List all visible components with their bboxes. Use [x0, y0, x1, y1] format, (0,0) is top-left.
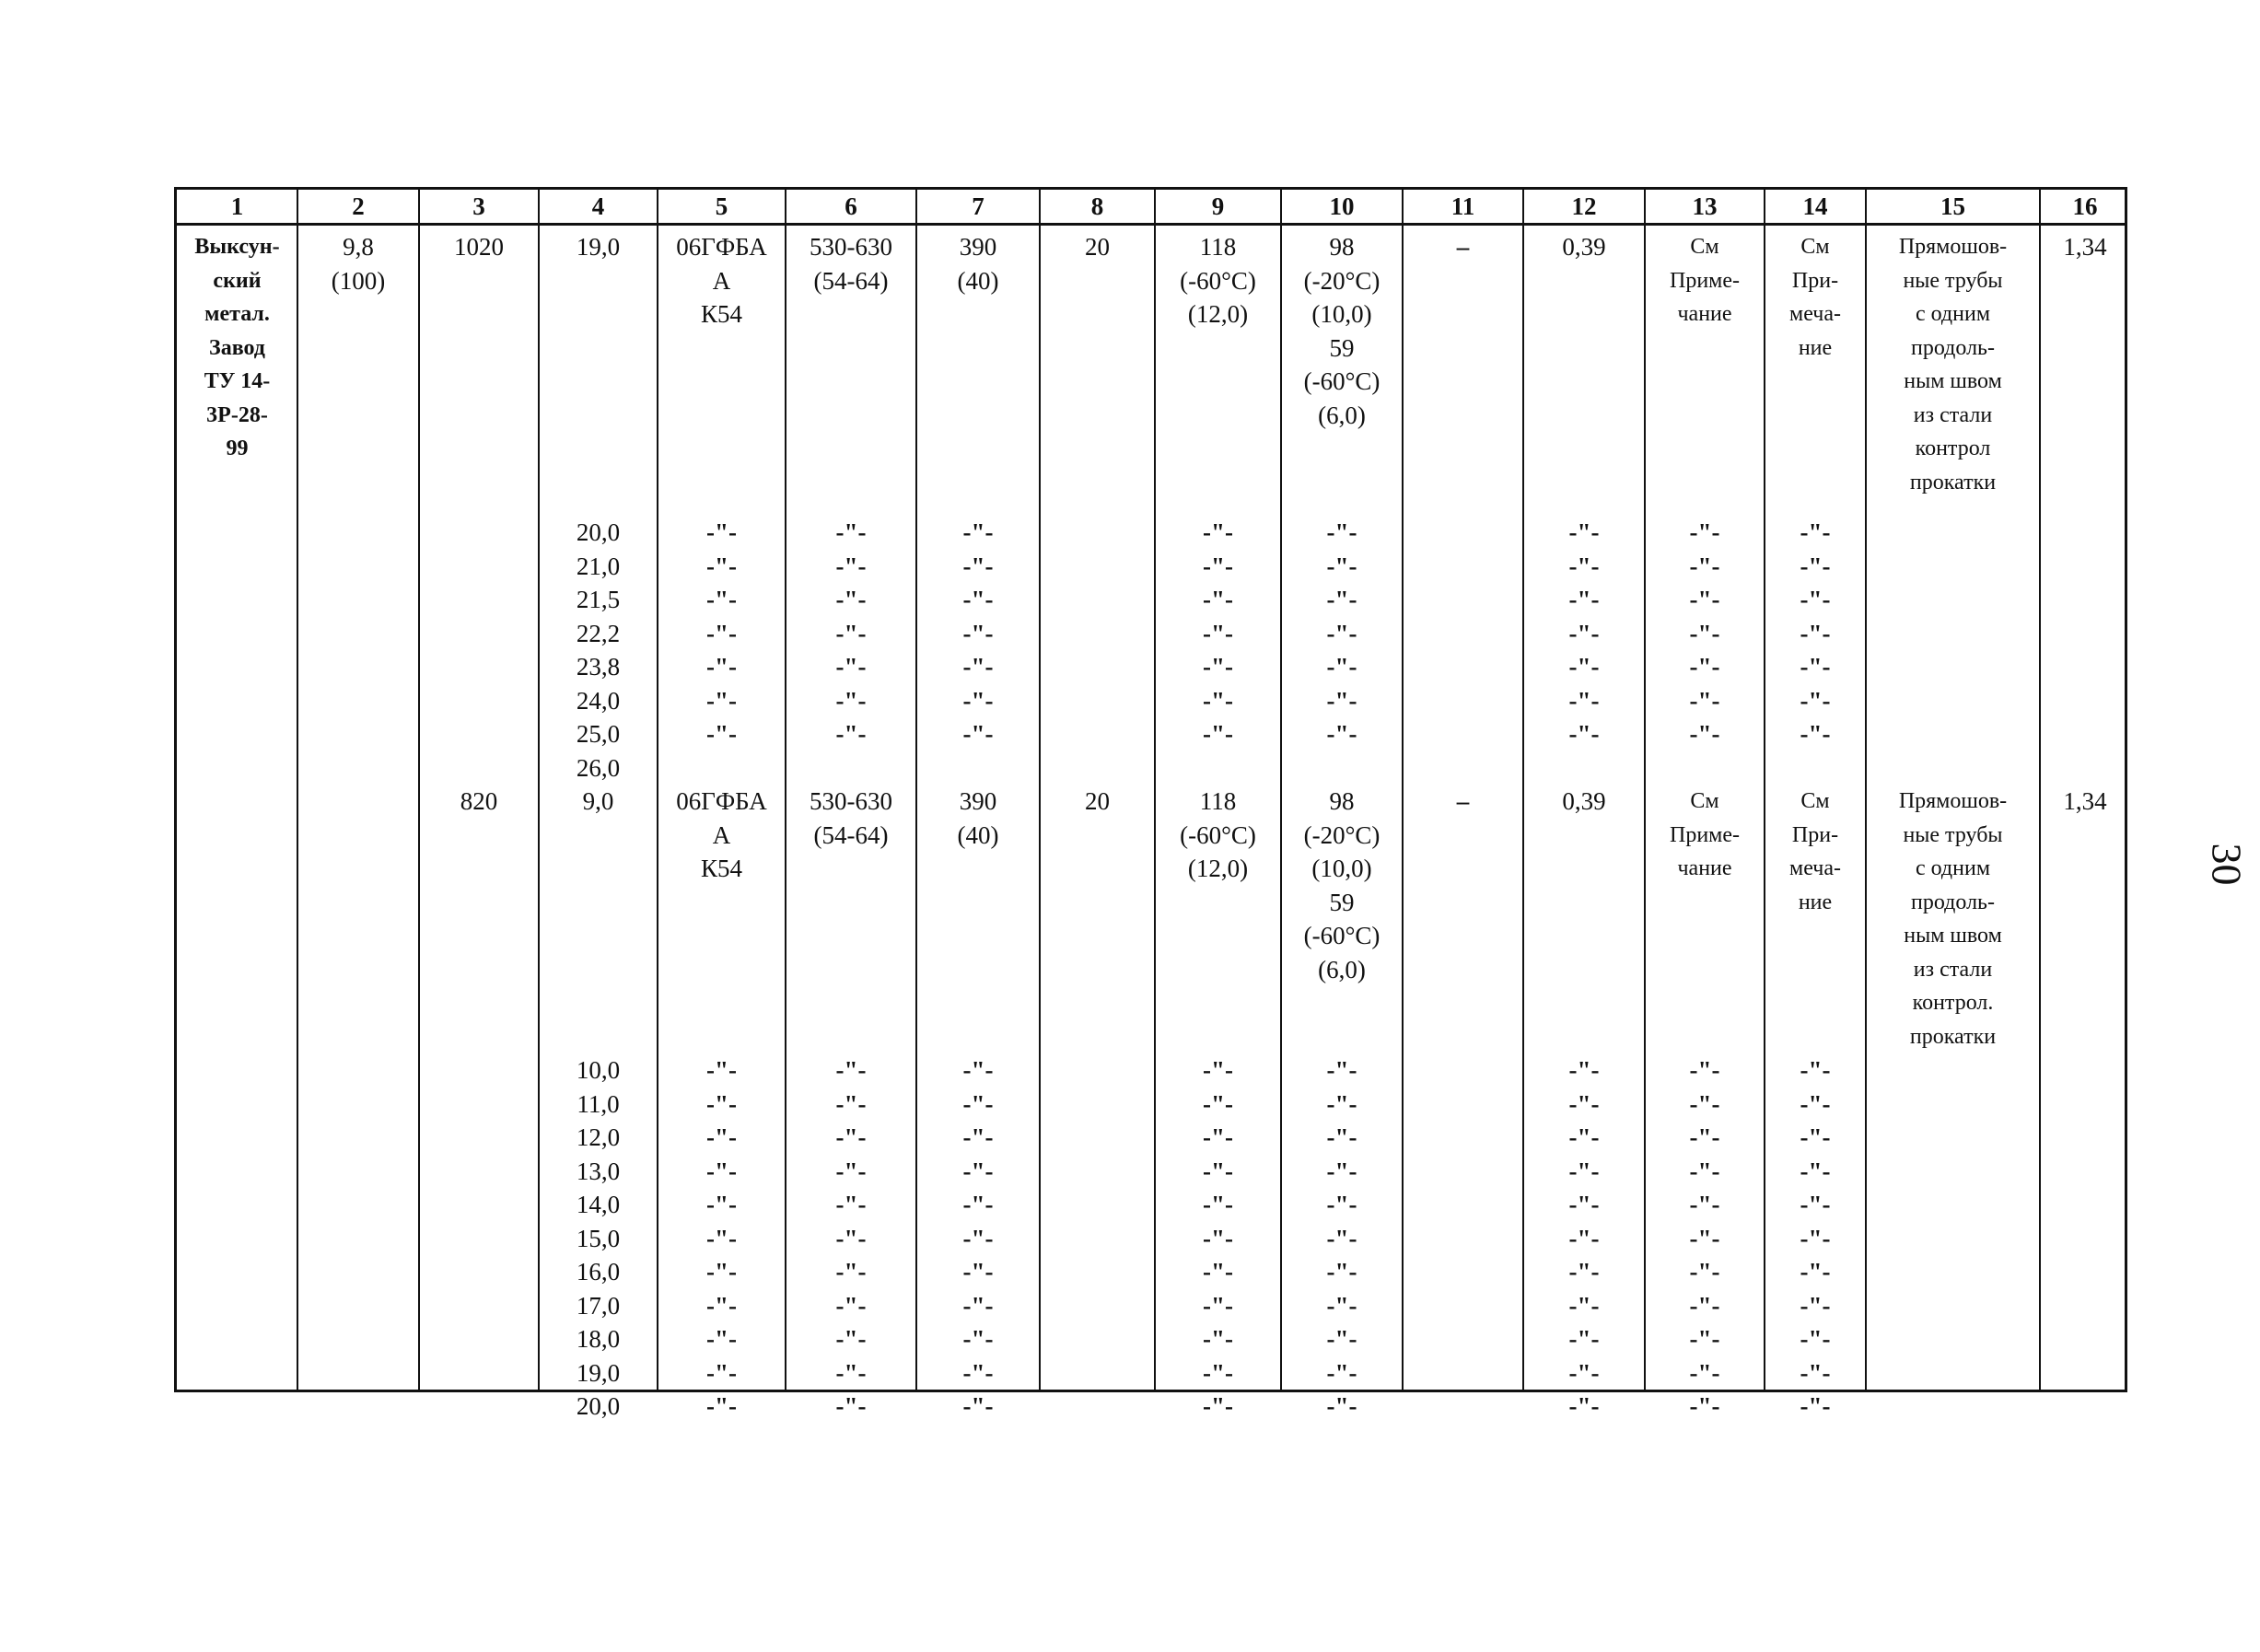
- ditto-mark: -"-: [706, 686, 737, 715]
- ditto-mark: -"-: [1568, 720, 1600, 749]
- ditto-mark: -"-: [706, 552, 737, 580]
- note-ref-cell: чание: [1677, 302, 1732, 326]
- thickness-cell: 21,0: [576, 552, 621, 580]
- ditto-mark: -"-: [835, 1191, 867, 1219]
- impact-strength-cell: 118: [1199, 787, 1237, 816]
- header-cell: 7: [972, 192, 984, 220]
- note-ref-cell: Приме-: [1669, 268, 1740, 293]
- note-ref-cell: чание: [1677, 856, 1732, 881]
- ditto-mark: -"-: [706, 518, 737, 547]
- ditto-mark: -"-: [962, 1258, 994, 1286]
- note-ref-cell: ние: [1798, 335, 1833, 360]
- ditto-mark: -"-: [706, 1392, 737, 1421]
- ditto-mark: -"-: [1689, 1056, 1720, 1085]
- ditto-mark: -"-: [835, 1224, 867, 1252]
- manufacturer-cell: 3Р-28-: [206, 402, 268, 427]
- pipe-type-cell: с одним: [1915, 302, 1991, 326]
- ditto-mark: -"-: [706, 1089, 737, 1118]
- pipe-type-cell: ные трубы: [1903, 268, 2003, 293]
- yield-strength-cell: 390: [959, 233, 997, 261]
- ditto-mark: -"-: [1800, 1392, 1831, 1421]
- header-cell: 2: [352, 192, 365, 220]
- pipe-type-cell: из стали: [1913, 957, 1993, 982]
- thickness-cell: 21,5: [576, 586, 621, 614]
- ditto-mark: -"-: [1689, 1392, 1720, 1421]
- ditto-mark: -"-: [1568, 552, 1600, 580]
- impact-strength-cell: 98: [1329, 787, 1355, 816]
- ditto-mark: -"-: [962, 1224, 994, 1252]
- thickness-cell: 19,0: [576, 233, 621, 261]
- impact-strength-cell: (10,0): [1311, 300, 1372, 328]
- pipe-type-cell: ные трубы: [1903, 822, 2003, 847]
- ditto-mark: -"-: [1326, 686, 1357, 715]
- thickness-cell: 16,0: [576, 1258, 621, 1286]
- impact-strength-cell: (6,0): [1318, 955, 1366, 983]
- impact-strength-cell: (-60°C): [1303, 922, 1380, 950]
- impact-strength-cell: (12,0): [1187, 300, 1249, 328]
- ditto-mark: -"-: [1203, 1325, 1233, 1354]
- ditto-mark: -"-: [1689, 1089, 1720, 1118]
- header-cell: 1: [230, 192, 244, 220]
- ditto-mark: -"-: [706, 720, 737, 749]
- header-cell: 13: [1692, 192, 1718, 220]
- ditto-mark: -"-: [1689, 1191, 1720, 1219]
- ditto-mark: -"-: [1800, 1089, 1831, 1118]
- ditto-mark: -"-: [1203, 1258, 1233, 1286]
- elongation-cell: 20: [1085, 233, 1110, 261]
- ditto-mark: -"-: [706, 653, 737, 681]
- ditto-mark: -"-: [962, 1392, 994, 1421]
- thickness-cell: 24,0: [576, 686, 621, 715]
- ditto-mark: -"-: [706, 1325, 737, 1354]
- ditto-mark: -"-: [1800, 686, 1831, 715]
- tensile-strength-cell: 530-630: [810, 787, 892, 816]
- ditto-mark: -"-: [706, 619, 737, 647]
- ditto-mark: -"-: [706, 1291, 737, 1320]
- pipe-type-cell: продоль-: [1911, 335, 1995, 360]
- ditto-mark: -"-: [1800, 518, 1831, 547]
- empty-dash-cell: –: [1456, 233, 1470, 261]
- ditto-mark: -"-: [1326, 1325, 1357, 1354]
- header-cell: 12: [1571, 192, 1597, 220]
- impact-strength-cell: 59: [1329, 888, 1355, 916]
- ditto-mark: -"-: [1326, 586, 1357, 614]
- steel-grade-cell: 06ГФБА: [676, 233, 767, 261]
- page-number: 30: [2203, 843, 2251, 886]
- note-ref-cell: При-: [1791, 268, 1839, 293]
- ditto-mark: -"-: [1326, 619, 1357, 647]
- ditto-mark: -"-: [1800, 586, 1831, 614]
- pipe-type-cell: Прямошов-: [1898, 235, 2008, 259]
- ditto-mark: -"-: [1568, 686, 1600, 715]
- ditto-mark: -"-: [1203, 1191, 1233, 1219]
- ditto-mark: -"-: [835, 619, 867, 647]
- ditto-mark: -"-: [835, 686, 867, 715]
- header-cell: 15: [1940, 192, 1965, 220]
- thickness-cell: 23,8: [576, 653, 621, 681]
- impact-strength-cell: (6,0): [1318, 401, 1366, 429]
- manufacturer-cell: метал.: [204, 302, 270, 326]
- pipe-type-cell: контрол.: [1912, 991, 1994, 1016]
- ditto-mark: -"-: [1568, 1325, 1600, 1354]
- note-ref-cell: меча-: [1789, 856, 1841, 881]
- diameter-cell: 820: [460, 787, 498, 816]
- thickness-cell: 9,0: [582, 787, 614, 816]
- thickness-cell: 15,0: [576, 1224, 621, 1252]
- ditto-mark: -"-: [835, 1123, 867, 1152]
- ditto-mark: -"-: [1568, 1358, 1600, 1387]
- header-cell: 4: [591, 192, 605, 220]
- ditto-mark: -"-: [1203, 1392, 1233, 1421]
- pipe-type-cell: ным швом: [1904, 924, 2002, 948]
- ditto-mark: -"-: [1800, 1056, 1831, 1085]
- ditto-mark: -"-: [1568, 1258, 1600, 1286]
- thickness-cell: 17,0: [576, 1291, 621, 1320]
- ditto-mark: -"-: [962, 1056, 994, 1085]
- thickness-cell: 11,0: [577, 1089, 620, 1118]
- ditto-mark: -"-: [1326, 1224, 1357, 1252]
- pressure-cell: (100): [331, 266, 386, 295]
- elongation-cell: 20: [1085, 787, 1110, 816]
- ditto-mark: -"-: [962, 1358, 994, 1387]
- ditto-mark: -"-: [835, 1291, 867, 1320]
- thickness-cell: 26,0: [576, 753, 621, 782]
- manufacturer-cell: 99: [226, 436, 249, 460]
- ditto-mark: -"-: [1203, 1224, 1233, 1252]
- ditto-mark: -"-: [1689, 686, 1720, 715]
- pipe-type-cell: Прямошов-: [1898, 789, 2008, 814]
- header-cell: 10: [1329, 192, 1355, 220]
- ditto-mark: -"-: [962, 1089, 994, 1118]
- ditto-mark: -"-: [1203, 1358, 1233, 1387]
- tensile-strength-cell: (54-64): [813, 266, 889, 295]
- ditto-mark: -"-: [1326, 518, 1357, 547]
- header-cell: 8: [1090, 192, 1104, 220]
- ditto-mark: -"-: [835, 1056, 867, 1085]
- ditto-mark: -"-: [1568, 1056, 1600, 1085]
- ditto-mark: -"-: [1203, 720, 1233, 749]
- empty-dash-cell: –: [1456, 787, 1470, 816]
- impact-strength-cell: (-60°C): [1180, 266, 1256, 295]
- steel-grade-cell: 06ГФБА: [676, 787, 767, 816]
- ditto-mark: -"-: [1326, 1191, 1357, 1219]
- ditto-mark: -"-: [1689, 552, 1720, 580]
- tensile-strength-cell: 530-630: [810, 233, 892, 261]
- ditto-mark: -"-: [1203, 1089, 1233, 1118]
- ditto-mark: -"-: [706, 1157, 737, 1185]
- ditto-mark: -"-: [962, 686, 994, 715]
- steel-grade-cell: К54: [700, 300, 742, 328]
- ditto-mark: -"-: [1326, 1258, 1357, 1286]
- yield-strength-cell: 390: [959, 787, 997, 816]
- ditto-mark: -"-: [1203, 552, 1233, 580]
- thickness-cell: 10,0: [576, 1056, 621, 1085]
- ditto-mark: -"-: [1326, 720, 1357, 749]
- ditto-mark: -"-: [1203, 653, 1233, 681]
- coefficient-cell: 1,34: [2063, 787, 2107, 816]
- ratio-cell: 0,39: [1562, 787, 1606, 816]
- thickness-cell: 20,0: [576, 1392, 621, 1421]
- ratio-cell: 0,39: [1562, 233, 1606, 261]
- ditto-mark: -"-: [1800, 1191, 1831, 1219]
- note-ref-cell: См: [1800, 789, 1830, 814]
- ditto-mark: -"-: [962, 1157, 994, 1185]
- pipe-type-cell: контрол: [1915, 436, 1991, 460]
- ditto-mark: -"-: [1800, 552, 1831, 580]
- ditto-mark: -"-: [706, 1123, 737, 1152]
- pipe-type-cell: прокатки: [1909, 470, 1997, 494]
- note-ref-cell: При-: [1791, 822, 1839, 847]
- ditto-mark: -"-: [1326, 1358, 1357, 1387]
- pipe-type-cell: продоль-: [1911, 890, 1995, 914]
- ditto-mark: -"-: [1203, 1157, 1233, 1185]
- impact-strength-cell: 59: [1329, 333, 1355, 362]
- ditto-mark: -"-: [1689, 1358, 1720, 1387]
- ditto-mark: -"-: [1203, 619, 1233, 647]
- ditto-mark: -"-: [835, 653, 867, 681]
- ditto-mark: -"-: [1689, 720, 1720, 749]
- ditto-mark: -"-: [1568, 1392, 1600, 1421]
- yield-strength-cell: (40): [957, 266, 999, 295]
- ditto-mark: -"-: [1689, 653, 1720, 681]
- ditto-mark: -"-: [706, 1191, 737, 1219]
- ditto-mark: -"-: [962, 1291, 994, 1320]
- ditto-mark: -"-: [1800, 1258, 1831, 1286]
- ditto-mark: -"-: [706, 1358, 737, 1387]
- diameter-cell: 1020: [454, 233, 504, 261]
- note-ref-cell: Приме-: [1669, 822, 1740, 847]
- pipe-type-cell: прокатки: [1909, 1024, 1997, 1049]
- steel-grade-cell: К54: [700, 855, 742, 883]
- ditto-mark: -"-: [1689, 1291, 1720, 1320]
- ditto-mark: -"-: [962, 552, 994, 580]
- ditto-mark: -"-: [1203, 1056, 1233, 1085]
- ditto-mark: -"-: [835, 1089, 867, 1118]
- pipe-spec-table: [174, 187, 2127, 1421]
- ditto-mark: -"-: [962, 619, 994, 647]
- impact-strength-cell: (-20°C): [1303, 820, 1380, 849]
- ditto-mark: -"-: [835, 720, 867, 749]
- ditto-mark: -"-: [1800, 1325, 1831, 1354]
- pressure-cell: 9,8: [343, 233, 374, 261]
- note-ref-cell: См: [1800, 235, 1830, 259]
- ditto-mark: -"-: [835, 1157, 867, 1185]
- thickness-cell: 22,2: [576, 619, 621, 647]
- tensile-strength-cell: (54-64): [813, 820, 889, 849]
- thickness-cell: 25,0: [576, 720, 621, 749]
- impact-strength-cell: 118: [1199, 233, 1237, 261]
- pipe-type-cell: из стали: [1913, 402, 1993, 427]
- header-cell: 16: [2072, 192, 2098, 220]
- manufacturer-cell: Завод: [209, 335, 265, 360]
- ditto-mark: -"-: [962, 518, 994, 547]
- impact-strength-cell: 98: [1329, 233, 1355, 261]
- ditto-mark: -"-: [1800, 619, 1831, 647]
- note-ref-cell: См: [1690, 789, 1719, 814]
- ditto-mark: -"-: [1568, 1089, 1600, 1118]
- ditto-mark: -"-: [1689, 1123, 1720, 1152]
- note-ref-cell: См: [1690, 235, 1719, 259]
- ditto-mark: -"-: [1689, 1224, 1720, 1252]
- steel-grade-cell: А: [712, 820, 731, 849]
- note-ref-cell: ние: [1798, 890, 1833, 914]
- ditto-mark: -"-: [1326, 1392, 1357, 1421]
- ditto-mark: -"-: [1689, 518, 1720, 547]
- impact-strength-cell: (12,0): [1187, 855, 1249, 883]
- manufacturer-cell: Выксун-: [194, 235, 280, 259]
- ditto-mark: -"-: [1203, 1291, 1233, 1320]
- header-divider: [177, 223, 2125, 226]
- ditto-mark: -"-: [1800, 1291, 1831, 1320]
- note-ref-cell: меча-: [1789, 302, 1841, 326]
- thickness-cell: 20,0: [576, 518, 621, 547]
- steel-grade-cell: А: [712, 266, 731, 295]
- ditto-mark: -"-: [1568, 619, 1600, 647]
- impact-strength-cell: (-20°C): [1303, 266, 1380, 295]
- ditto-mark: -"-: [1800, 653, 1831, 681]
- manufacturer-cell: ТУ 14-: [204, 369, 271, 393]
- ditto-mark: -"-: [1568, 1157, 1600, 1185]
- ditto-mark: -"-: [706, 1258, 737, 1286]
- ditto-mark: -"-: [1800, 1123, 1831, 1152]
- ditto-mark: -"-: [962, 653, 994, 681]
- ditto-mark: -"-: [835, 1258, 867, 1286]
- ditto-mark: -"-: [1689, 1325, 1720, 1354]
- ditto-mark: -"-: [962, 720, 994, 749]
- ditto-mark: -"-: [1326, 552, 1357, 580]
- ditto-mark: -"-: [835, 1392, 867, 1421]
- ditto-mark: -"-: [1326, 1089, 1357, 1118]
- ditto-mark: -"-: [1689, 1157, 1720, 1185]
- ditto-mark: -"-: [1568, 1191, 1600, 1219]
- ditto-mark: -"-: [1800, 1157, 1831, 1185]
- ditto-mark: -"-: [1568, 1123, 1600, 1152]
- header-cell: 11: [1450, 192, 1475, 220]
- header-cell: 5: [715, 192, 728, 220]
- ditto-mark: -"-: [1326, 1123, 1357, 1152]
- ditto-mark: -"-: [1689, 586, 1720, 614]
- ditto-mark: -"-: [1568, 1291, 1600, 1320]
- pipe-type-cell: ным швом: [1904, 369, 2002, 393]
- thickness-cell: 19,0: [576, 1358, 621, 1387]
- ditto-mark: -"-: [1800, 1224, 1831, 1252]
- ditto-mark: -"-: [962, 1191, 994, 1219]
- ditto-mark: -"-: [1800, 1358, 1831, 1387]
- manufacturer-cell: ский: [213, 268, 262, 293]
- thickness-cell: 12,0: [576, 1123, 621, 1152]
- ditto-mark: -"-: [1800, 720, 1831, 749]
- header-cell: 6: [845, 192, 857, 220]
- header-cell: 9: [1211, 192, 1225, 220]
- thickness-cell: 18,0: [576, 1325, 621, 1354]
- ditto-mark: -"-: [1689, 1258, 1720, 1286]
- ditto-mark: -"-: [1568, 653, 1600, 681]
- ditto-mark: -"-: [1203, 518, 1233, 547]
- header-cell: 14: [1802, 192, 1828, 220]
- ditto-mark: -"-: [1326, 1157, 1357, 1185]
- coefficient-cell: 1,34: [2063, 233, 2107, 261]
- ditto-mark: -"-: [1568, 586, 1600, 614]
- ditto-mark: -"-: [1326, 1056, 1357, 1085]
- impact-strength-cell: (-60°C): [1180, 820, 1256, 849]
- ditto-mark: -"-: [1326, 1291, 1357, 1320]
- ditto-mark: -"-: [1203, 1123, 1233, 1152]
- ditto-mark: -"-: [1203, 686, 1233, 715]
- ditto-mark: -"-: [1568, 1224, 1600, 1252]
- yield-strength-cell: (40): [957, 820, 999, 849]
- ditto-mark: -"-: [835, 552, 867, 580]
- ditto-mark: -"-: [835, 586, 867, 614]
- ditto-mark: -"-: [706, 1056, 737, 1085]
- ditto-mark: -"-: [962, 1123, 994, 1152]
- ditto-mark: -"-: [962, 586, 994, 614]
- ditto-mark: -"-: [1689, 619, 1720, 647]
- impact-strength-cell: (-60°C): [1303, 367, 1380, 395]
- ditto-mark: -"-: [962, 1325, 994, 1354]
- thickness-cell: 13,0: [576, 1157, 621, 1185]
- ditto-mark: -"-: [706, 586, 737, 614]
- pipe-type-cell: с одним: [1915, 856, 1991, 881]
- ditto-mark: -"-: [835, 518, 867, 547]
- ditto-mark: -"-: [835, 1358, 867, 1387]
- ditto-mark: -"-: [1203, 586, 1233, 614]
- impact-strength-cell: (10,0): [1311, 855, 1372, 883]
- ditto-mark: -"-: [1326, 653, 1357, 681]
- thickness-cell: 14,0: [576, 1191, 621, 1219]
- ditto-mark: -"-: [835, 1325, 867, 1354]
- header-cell: 3: [472, 192, 485, 220]
- ditto-mark: -"-: [706, 1224, 737, 1252]
- ditto-mark: -"-: [1568, 518, 1600, 547]
